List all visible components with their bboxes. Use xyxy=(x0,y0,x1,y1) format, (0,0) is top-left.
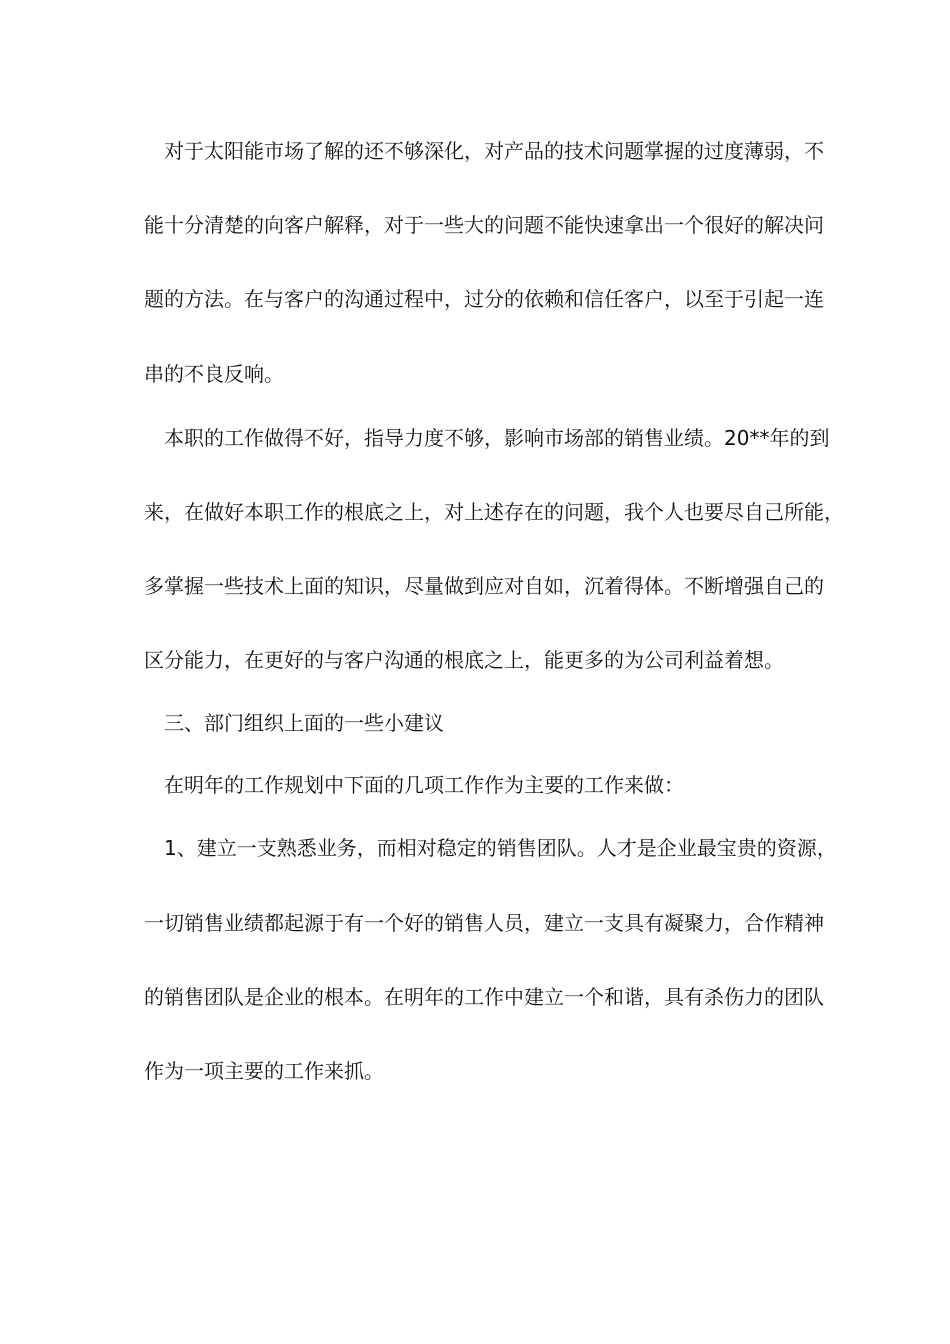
paragraph-line: 多掌握一些技术上面的知识，尽量做到应对自如，沉着得体。不断增强自己的 xyxy=(144,574,824,598)
paragraph-line: 一切销售业绩都起源于有一个好的销售人员，建立一支具有凝聚力，合作精神 xyxy=(144,911,824,935)
paragraph-line: 1、建立一支熟悉业务，而相对稳定的销售团队。人才是企业最宝贵的资源， xyxy=(164,836,837,860)
paragraph-line: 能十分清楚的向客户解释，对于一些大的问题不能快速拿出一个很好的解决问 xyxy=(144,213,824,237)
paragraph-line: 串的不良反响。 xyxy=(144,362,284,386)
paragraph-line: 作为一项主要的工作来抓。 xyxy=(144,1059,384,1083)
paragraph-line: 来，在做好本职工作的根底之上，对上述存在的问题，我个人也要尽自己所能， xyxy=(144,500,844,524)
paragraph-line: 题的方法。在与客户的沟通过程中，过分的依赖和信任客户，以至于引起一连 xyxy=(144,287,824,311)
paragraph-line: 在明年的工作规划中下面的几项工作作为主要的工作来做： xyxy=(164,773,684,797)
paragraph-line: 的销售团队是企业的根本。在明年的工作中建立一个和谐，具有杀伤力的团队 xyxy=(144,985,824,1009)
paragraph-line: 本职的工作做得不好，指导力度不够，影响市场部的销售业绩。20**年的到 xyxy=(164,426,830,450)
paragraph-line: 对于太阳能市场了解的还不够深化，对产品的技术问题掌握的过度薄弱，不 xyxy=(164,139,824,163)
section-heading: 三、部门组织上面的一些小建议 xyxy=(164,711,444,735)
paragraph-line: 区分能力，在更好的与客户沟通的根底之上，能更多的为公司利益着想。 xyxy=(144,648,784,672)
